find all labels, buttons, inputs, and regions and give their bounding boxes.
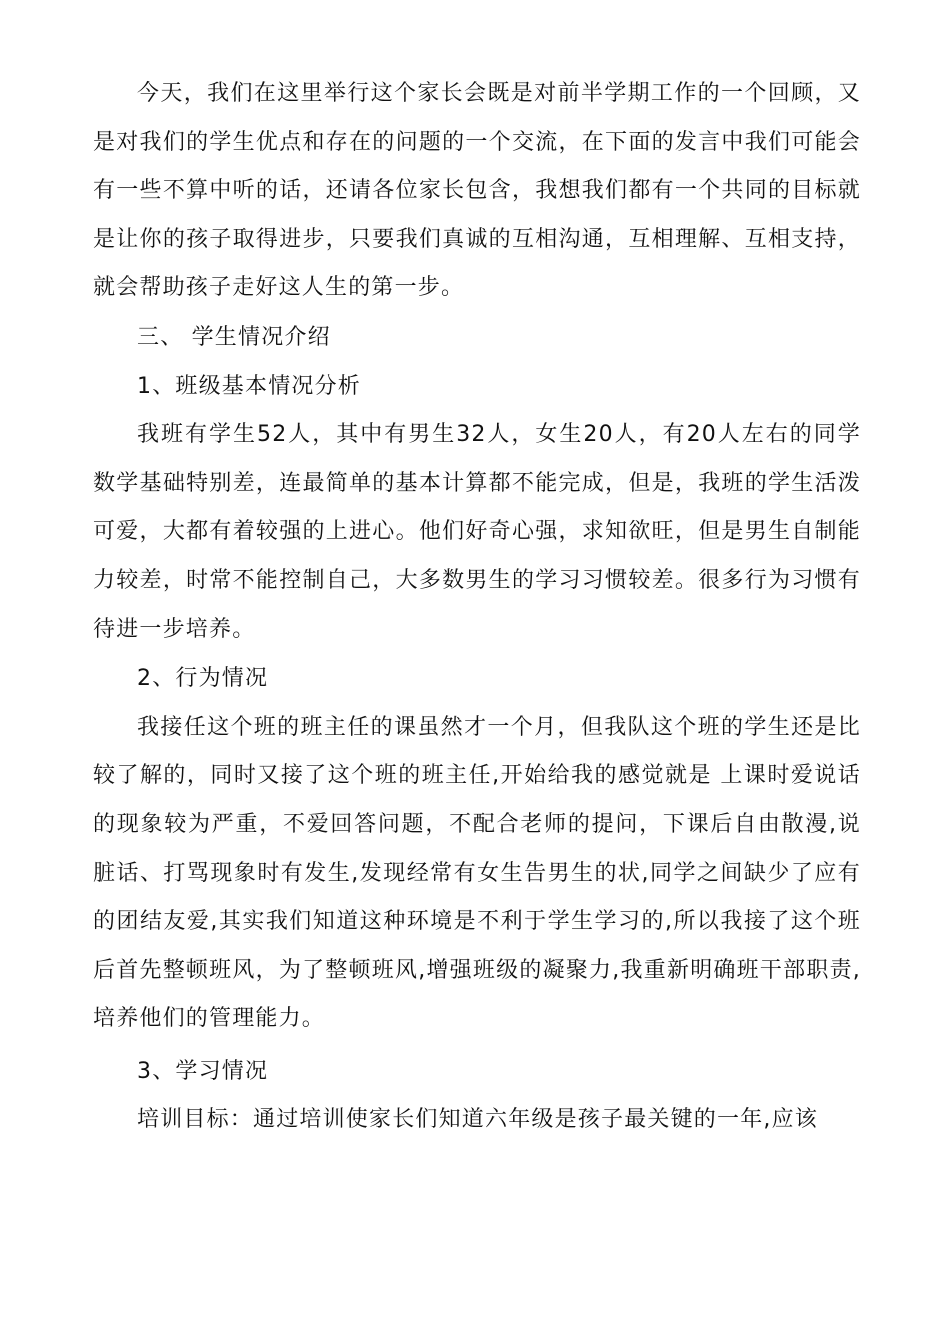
section-heading-student-situation: 三、 学生情况介绍 [137, 324, 331, 350]
study-paragraph: 培训目标：通过培训使家长们知道六年级是孩子最关键的一年,应该 [137, 1107, 818, 1133]
class-analysis-paragraph: 我班有学生52人，其中有男生32人，女生20人，有20人左右的同学数学基础特别差，连最简单的基本计算都不能完成，但是，我班的学生活泼可爱，大都有着较强的上进心。他们好奇心强，求知欲旺，但是男生自制能力较差，时常不能控制自己，大多数男生的学习习惯较差。很多行为习惯有待进一步培养。 [93, 422, 861, 642]
intro-paragraph: 今天，我们在这里举行这个家长会既是对前半学期工作的一个回顾，又是对我们的学生优点和存在的问题的一个交流，在下面的发言中我们可能会有一些不算中听的话，还请各位家长包含，我想我们都有一个共同的目标就是让你的孩子取得进步，只要我们真诚的互相沟通，互相理解、互相支持，就会帮助孩子走好这人生的第一步。 [93, 81, 861, 301]
document-page [93, 70, 861, 1145]
subheading-study: 3、学习情况 [137, 1058, 269, 1084]
subheading-class-analysis: 1、班级基本情况分析 [137, 373, 361, 399]
subheading-behavior: 2、行为情况 [137, 666, 269, 692]
behavior-paragraph: 我接任这个班的班主任的课虽然才一个月，但我队这个班的学生还是比较了解的，同时又接了这个班的班主任,开始给我的感觉就是 上课时爱说话的现象较为严重，不爱回答问题，不配合老师的提问，下课后自由散漫,说脏话、打骂现象时有发生,发现经常有女生告男生的状,同学之间缺少了应有的团结友爱,其实我们知道这种环境是不利于学生学习的,所以我接了这个班后首先整顿班风，为了整顿班风,增强班级的凝聚力,我重新明确班干部职责,培养他们的管理能力。 [93, 714, 861, 1032]
